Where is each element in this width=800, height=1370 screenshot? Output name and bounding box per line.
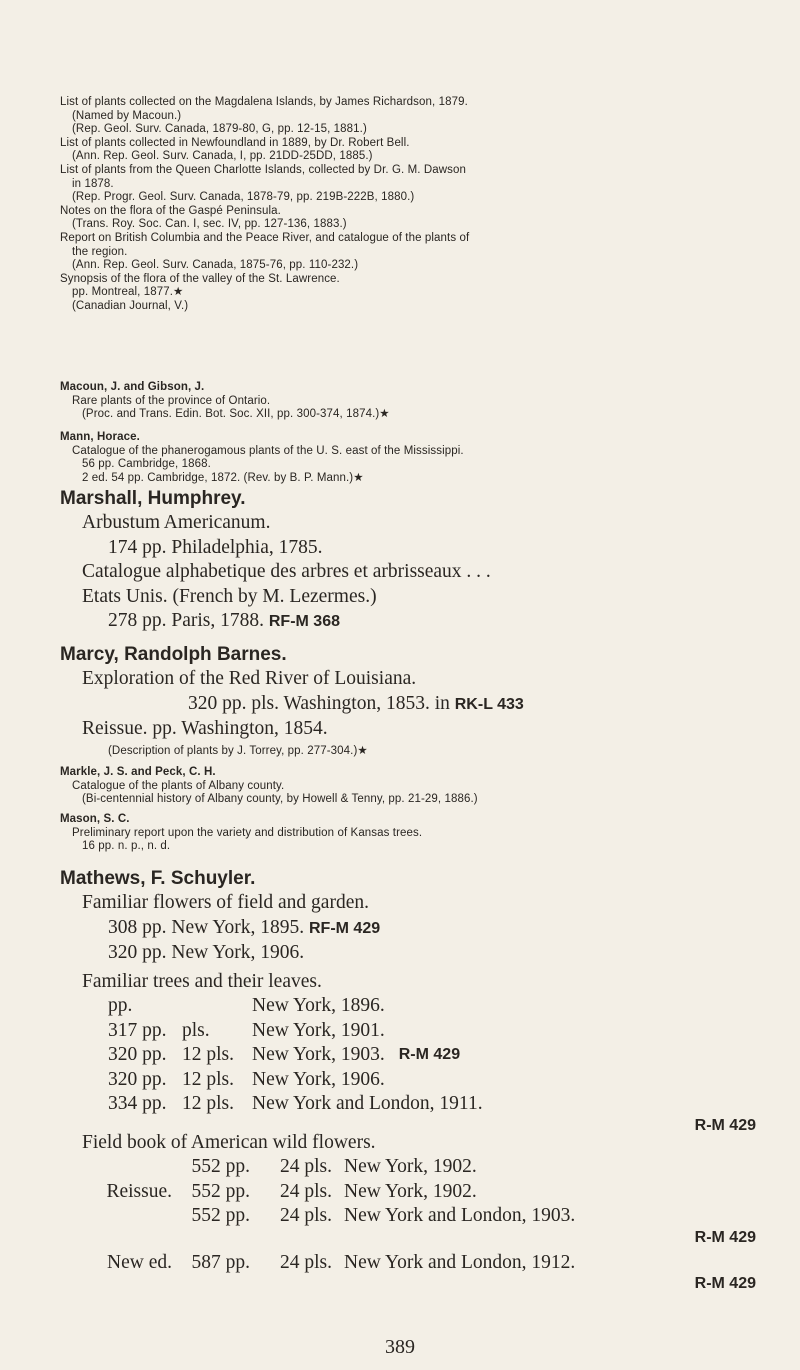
- entry-line: Preliminary report upon the variety and distribution of Kansas trees.: [72, 826, 423, 839]
- pub-info: New York, 1902.: [344, 1180, 477, 1202]
- shelf-ref: RK-L 433: [454, 695, 524, 713]
- edition-row: [80, 1204, 760, 1229]
- author-name: Marcy, Randolph Barnes.: [60, 644, 287, 665]
- entry-marshall: [60, 486, 760, 635]
- entry-line: the region.: [72, 245, 128, 258]
- plates: pls.: [182, 1019, 210, 1041]
- plates: 12 pls.: [182, 1044, 235, 1065]
- ref-line: [108, 1275, 760, 1297]
- entry-line: (Named by Macoun.): [72, 109, 182, 122]
- pages: 320 pp.: [108, 1068, 167, 1090]
- shelf-ref: R-M 429: [694, 1275, 756, 1292]
- entry-title: Exploration of the Red River of Louisiana.: [82, 668, 417, 689]
- shelf-ref: RF-M 429: [308, 919, 381, 937]
- pub-info: New York, 1902.: [344, 1156, 477, 1177]
- entry-markle-peck: [60, 766, 760, 807]
- entry-line: Catalogue of the plants of Albany county.: [72, 779, 285, 792]
- ref-line: [60, 1117, 760, 1139]
- entry-title: List of plants from the Queen Charlotte Islands, collected by Dr. G. M. Dawson: [60, 163, 467, 176]
- pub-info: New York and London, 1911.: [252, 1093, 483, 1114]
- author-name: Macoun, J. and Gibson, J.: [60, 381, 205, 393]
- entry-line: 320 pp. New York, 1906.: [108, 942, 305, 963]
- plates: 24 pls.: [279, 1205, 332, 1226]
- pub-info: New York, 1901.: [252, 1019, 385, 1041]
- field-editions: [60, 1155, 760, 1297]
- entry-line: in 1878.: [72, 177, 114, 190]
- entry-title: Notes on the flora of the Gaspé Peninsula.: [60, 204, 281, 217]
- edition-row: [108, 994, 760, 1019]
- author-name: Mason, S. C.: [60, 813, 130, 825]
- edition-row: [80, 1180, 760, 1205]
- plates: 24 pls.: [279, 1251, 332, 1273]
- ref-line: [108, 1229, 760, 1251]
- pages: 334 pp.: [108, 1093, 167, 1114]
- pub-info: New York, 1906.: [252, 1068, 385, 1090]
- edition-row: [108, 1092, 760, 1117]
- entry-line: 16 pp. n. p., n. d.: [82, 840, 171, 853]
- pages: 552 pp.: [191, 1205, 250, 1226]
- pages: 587 pp.: [191, 1251, 250, 1273]
- plates: 24 pls.: [279, 1156, 332, 1177]
- entry-line: Etats Unis. (French by M. Lezermes.): [82, 585, 377, 607]
- plates: 12 pls.: [182, 1093, 235, 1114]
- pages: 317 pp.: [108, 1019, 167, 1041]
- entry-line: pp. Montreal, 1877.★: [72, 286, 184, 299]
- pub-info: 308 pp. New York, 1895.: [108, 916, 305, 938]
- entry-mathews: [60, 866, 760, 1297]
- entry-mason: [60, 813, 760, 854]
- edition-row: [80, 1251, 760, 1276]
- edition-row: [108, 1019, 760, 1044]
- shelf-ref: R-M 429: [694, 1228, 756, 1246]
- author-name: Markle, J. S. and Peck, C. H.: [60, 766, 216, 778]
- author-name: Marshall, Humphrey.: [60, 488, 246, 509]
- entry-line: (Bi-centennial history of Albany county, by Howell & Tenny, pp. 21-29, 1886.): [82, 793, 478, 806]
- entry-title: List of plants collected on the Magdalena Islands, by James Richardson, 1879.: [60, 96, 468, 108]
- shelf-ref: RF-M 368: [268, 613, 340, 630]
- pub-info: 320 pp. pls. Washington, 1853. in: [188, 692, 450, 714]
- entry-line: [60, 609, 760, 635]
- trees-editions: [60, 994, 760, 1117]
- pages: 552 pp.: [191, 1156, 250, 1177]
- entry-title: Field book of American wild flowers.: [82, 1131, 376, 1153]
- entry-line: 2 ed. 54 pp. Cambridge, 1872. (Rev. by B. P. Mann.)★: [82, 471, 364, 484]
- plates: 24 pls.: [279, 1180, 332, 1202]
- entry-note: (Description of plants by J. Torrey, pp. 277-304.)★: [108, 744, 368, 757]
- entry-line: 56 pp. Cambridge, 1868.: [82, 458, 211, 471]
- entry-line: [60, 692, 760, 718]
- entry-title: Report on British Columbia and the Peace River, and catalogue of the plants of: [60, 231, 470, 244]
- pages: pp.: [108, 995, 133, 1016]
- shelf-ref: R-M 429: [694, 1116, 756, 1134]
- edition-row: [108, 1043, 760, 1068]
- entry-title: Arbustum Americanum.: [82, 512, 271, 533]
- plates: [182, 994, 252, 1019]
- entry-line: 174 pp. Philadelphia, 1785.: [108, 536, 323, 558]
- edition-label: [80, 1204, 172, 1229]
- entry-title: Synopsis of the flora of the valley of the St. Lawrence.: [60, 272, 340, 285]
- entry-line: (Trans. Roy. Soc. Can. I, sec. IV, pp. 127-136, 1883.): [72, 218, 347, 231]
- entry-line: (Ann. Rep. Geol. Surv. Canada, 1875-76, pp. 110-232.): [72, 259, 359, 272]
- edition-label: [80, 1155, 172, 1180]
- pub-info: New York and London, 1903.: [344, 1205, 576, 1226]
- page-number: 389: [385, 1336, 415, 1358]
- entry-line: (Ann. Rep. Geol. Surv. Canada, I, pp. 21DD-25DD, 1885.): [72, 150, 373, 163]
- entry-macoun-gibson: [60, 381, 760, 422]
- entry-title: Familiar trees and their leaves.: [82, 970, 322, 992]
- plates: 12 pls.: [182, 1068, 235, 1090]
- pages: 552 pp.: [191, 1180, 250, 1202]
- entry-line: Reissue. pp. Washington, 1854.: [82, 718, 328, 739]
- entry-title: Catalogue alphabetique des arbres et arbrisseaux . . .: [82, 561, 491, 582]
- entry-marcy: [60, 642, 760, 758]
- entry-line: (Rep. Progr. Geol. Surv. Canada, 1878-79, pp. 219B-222B, 1880.): [72, 191, 415, 204]
- author-name: Mann, Horace.: [60, 431, 140, 443]
- pub-info: New York, 1896.: [252, 995, 385, 1016]
- edition-row: [80, 1155, 760, 1180]
- entry-line: (Proc. and Trans. Edin. Bot. Soc. XII, pp. 300-374, 1874.)★: [82, 408, 390, 421]
- author-name: Mathews, F. Schuyler.: [60, 868, 256, 889]
- entry-line: (Canadian Journal, V.): [72, 299, 189, 312]
- edition-row: [108, 1068, 760, 1093]
- pub-info: New York, 1903.: [252, 1044, 385, 1065]
- edition-label: New ed.: [107, 1251, 172, 1273]
- entry-title: Familiar flowers of field and garden.: [82, 892, 369, 913]
- entry-line: (Rep. Geol. Surv. Canada, 1879-80, G, pp. 12-15, 1881.): [72, 123, 367, 136]
- entry-title: List of plants collected in Newfoundland in 1889, by Dr. Robert Bell.: [60, 136, 410, 149]
- pages: 320 pp.: [108, 1044, 167, 1065]
- edition-label: Reissue.: [106, 1180, 172, 1202]
- entry-line: Rare plants of the province of Ontario.: [72, 394, 271, 407]
- entry-line: [60, 916, 760, 942]
- entry-mann: [60, 431, 760, 485]
- pub-info: 278 pp. Paris, 1788.: [108, 610, 264, 631]
- entry-line: Catalogue of the phanerogamous plants of the U. S. east of the Mississippi.: [72, 444, 464, 457]
- pub-info: New York and London, 1912.: [344, 1251, 576, 1273]
- shelf-ref: R-M 429: [398, 1046, 461, 1063]
- small-entries: [60, 96, 760, 314]
